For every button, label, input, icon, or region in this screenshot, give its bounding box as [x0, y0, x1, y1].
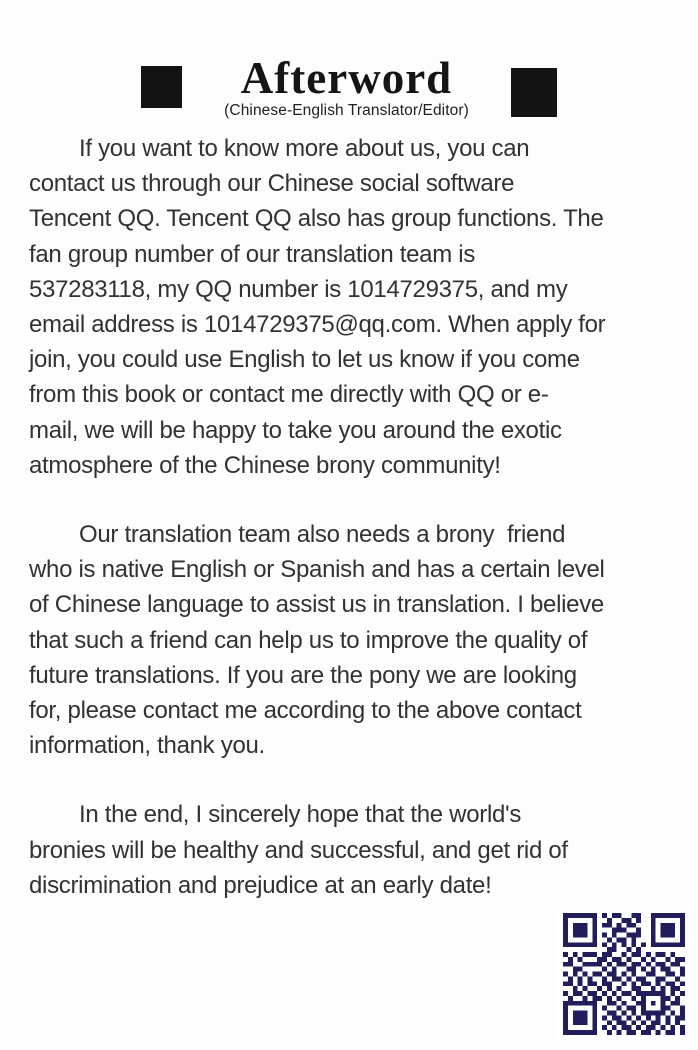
text-line: If you want to know more about us, you can	[79, 135, 530, 162]
text-line: In the end, I sincerely hope that the world's	[79, 801, 522, 829]
text-line: email address is 1014729375@qq.com. When apply for	[29, 311, 606, 339]
text-line: information, thank you.	[29, 732, 265, 760]
qr-code-image	[563, 913, 685, 1035]
text-line: Our translation team also needs a brony friend	[79, 521, 566, 549]
afterword-body	[29, 131, 678, 903]
decorative-square-left-icon	[141, 66, 182, 108]
paragraph-contact-info	[29, 131, 678, 483]
text-line: for, please contact me according to the above contact	[29, 697, 582, 725]
text-line: 537283118, my QQ number is 1014729375, and my	[29, 275, 568, 303]
page-subtitle: (Chinese-English Translator/Editor)	[224, 102, 469, 119]
header	[0, 53, 698, 120]
paragraph-closing	[29, 797, 678, 903]
text-line: from this book or contact me directly with QQ or e-	[29, 381, 549, 409]
text-line: bronies will be healthy and successful, and get rid of	[29, 836, 568, 864]
title-block	[224, 53, 469, 120]
text-line: future translations. If you are the pony we are looking	[29, 661, 577, 689]
paragraph-recruiting	[29, 517, 678, 763]
text-line: fan group number of our translation team is	[29, 240, 476, 268]
text-line: who is native English or Spanish and has a certain level	[29, 556, 605, 584]
text-line: discrimination and prejudice at an early date!	[29, 871, 492, 899]
text-line: of Chinese language to assist us in translation. I believe	[29, 591, 604, 619]
text-line: that such a friend can help us to improve the quality of	[29, 626, 588, 654]
text-line: join, you could use English to let us know if you come	[29, 346, 580, 374]
qq-group-qr-code	[556, 906, 692, 1042]
text-line: atmosphere of the Chinese brony community!	[29, 451, 501, 479]
text-line: mail, we will be happy to take you around the exotic	[29, 416, 562, 444]
decorative-square-right-icon	[511, 68, 557, 117]
page-title: Afterword	[240, 53, 453, 103]
text-line: Tencent QQ. Tencent QQ also has group functions. The	[29, 205, 604, 233]
text-line: contact us through our Chinese social software	[29, 170, 515, 198]
